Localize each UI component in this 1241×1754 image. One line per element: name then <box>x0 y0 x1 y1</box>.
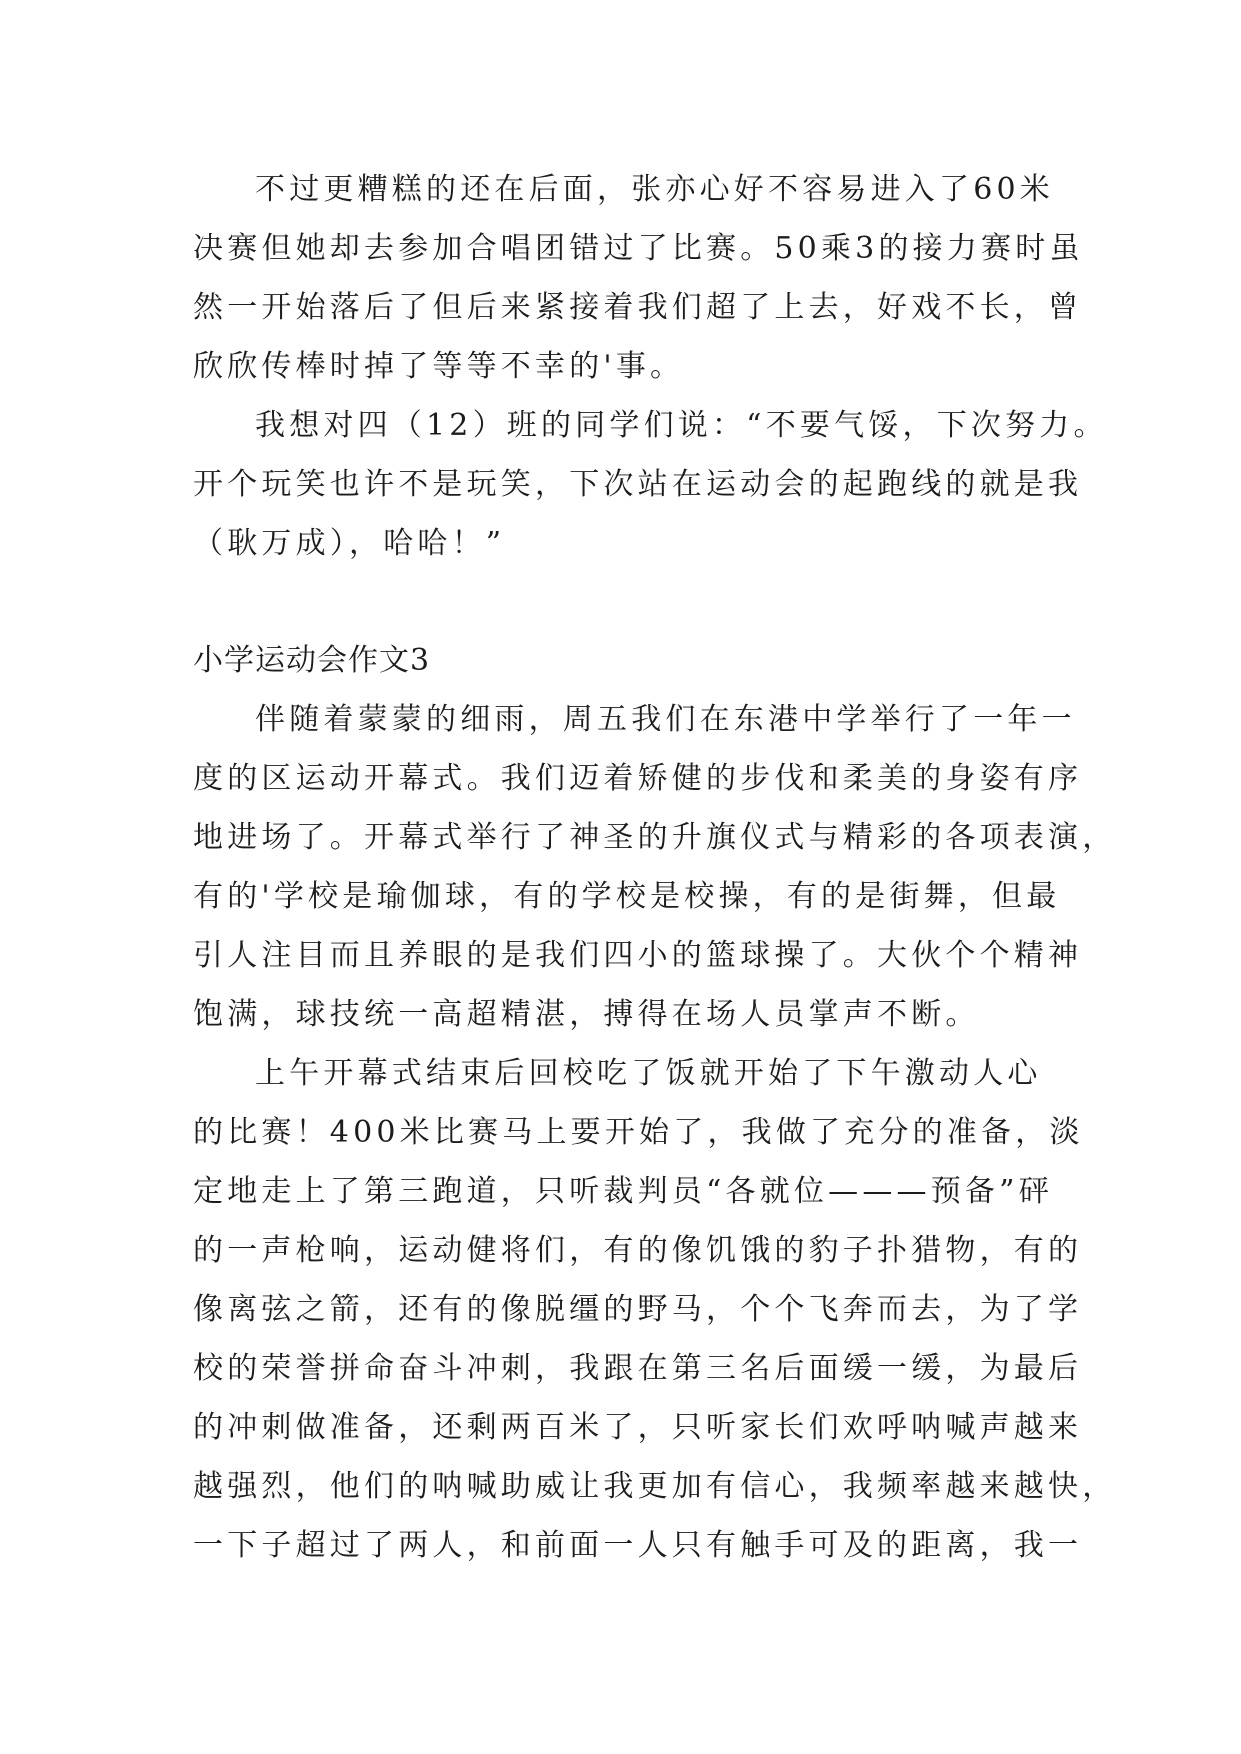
text-line: 开个玩笑也许不是玩笑，下次站在运动会的起跑线的就是我 <box>193 467 1083 502</box>
paragraph <box>193 160 1084 396</box>
paragraph <box>193 690 1117 1044</box>
text-line: 欣欣传棒时掉了等等不幸的'事。 <box>193 349 685 384</box>
paragraph <box>193 396 1108 573</box>
text-line: 度的区运动开幕式。我们迈着矫健的步伐和柔美的身姿有序 <box>193 761 1083 796</box>
text-line: 地进场了。开幕式举行了神圣的升旗仪式与精彩的各项表演， <box>193 820 1117 855</box>
text-line: 伴随着蒙蒙的细雨，周五我们在东港中学举行了一年一 <box>255 702 1076 737</box>
text-line: 一下子超过了两人，和前面一人只有触手可及的距离，我一 <box>193 1528 1083 1563</box>
text-line: 上午开幕式结束后回校吃了饭就开始了下午激动人心 <box>255 1056 1042 1091</box>
text-line: 越强烈，他们的呐喊助威让我更加有信心，我频率越来越快， <box>193 1469 1117 1504</box>
text-line: 我想对四（12）班的同学们说：“不要气馁，下次努力。 <box>255 408 1108 443</box>
text-line: 饱满，球技统一高超精湛，搏得在场人员掌声不断。 <box>193 997 980 1032</box>
document-body <box>193 160 1117 1575</box>
text-line: 有的'学校是瑜伽球，有的学校是校操，有的是街舞，但最 <box>193 879 1061 914</box>
section-gap <box>193 573 1053 631</box>
text-line: 决赛但她却去参加合唱团错过了比赛。50乘3的接力赛时虽 <box>193 231 1084 266</box>
text-line: 像离弦之箭，还有的像脱缰的野马，个个飞奔而去，为了学 <box>193 1292 1083 1327</box>
text-line: 定地走上了第三跑道，只听裁判员“各就位———预备”砰 <box>193 1174 1053 1209</box>
text-line: 的一声枪响，运动健将们，有的像饥饿的豹子扑猎物，有的 <box>193 1233 1083 1268</box>
paragraph <box>193 1044 1117 1575</box>
section-heading: 小学运动会作文3 <box>193 643 431 678</box>
text-line: 引人注目而且养眼的是我们四小的篮球操了。大伙个个精神 <box>193 938 1083 973</box>
text-line: 不过更糟糕的还在后面，张亦心好不容易进入了60米 <box>255 172 1054 207</box>
text-line: 然一开始落后了但后来紧接着我们超了上去，好戏不长，曾 <box>193 290 1083 325</box>
text-line: 校的荣誉拼命奋斗冲刺，我跟在第三名后面缓一缓，为最后 <box>193 1351 1083 1386</box>
text-line: 的比赛！400米比赛马上要开始了，我做了充分的准备，淡 <box>193 1115 1084 1150</box>
text-line: 的冲刺做准备，还剩两百米了，只听家长们欢呼呐喊声越来 <box>193 1410 1083 1445</box>
text-line: （耿万成），哈哈！” <box>193 526 506 561</box>
